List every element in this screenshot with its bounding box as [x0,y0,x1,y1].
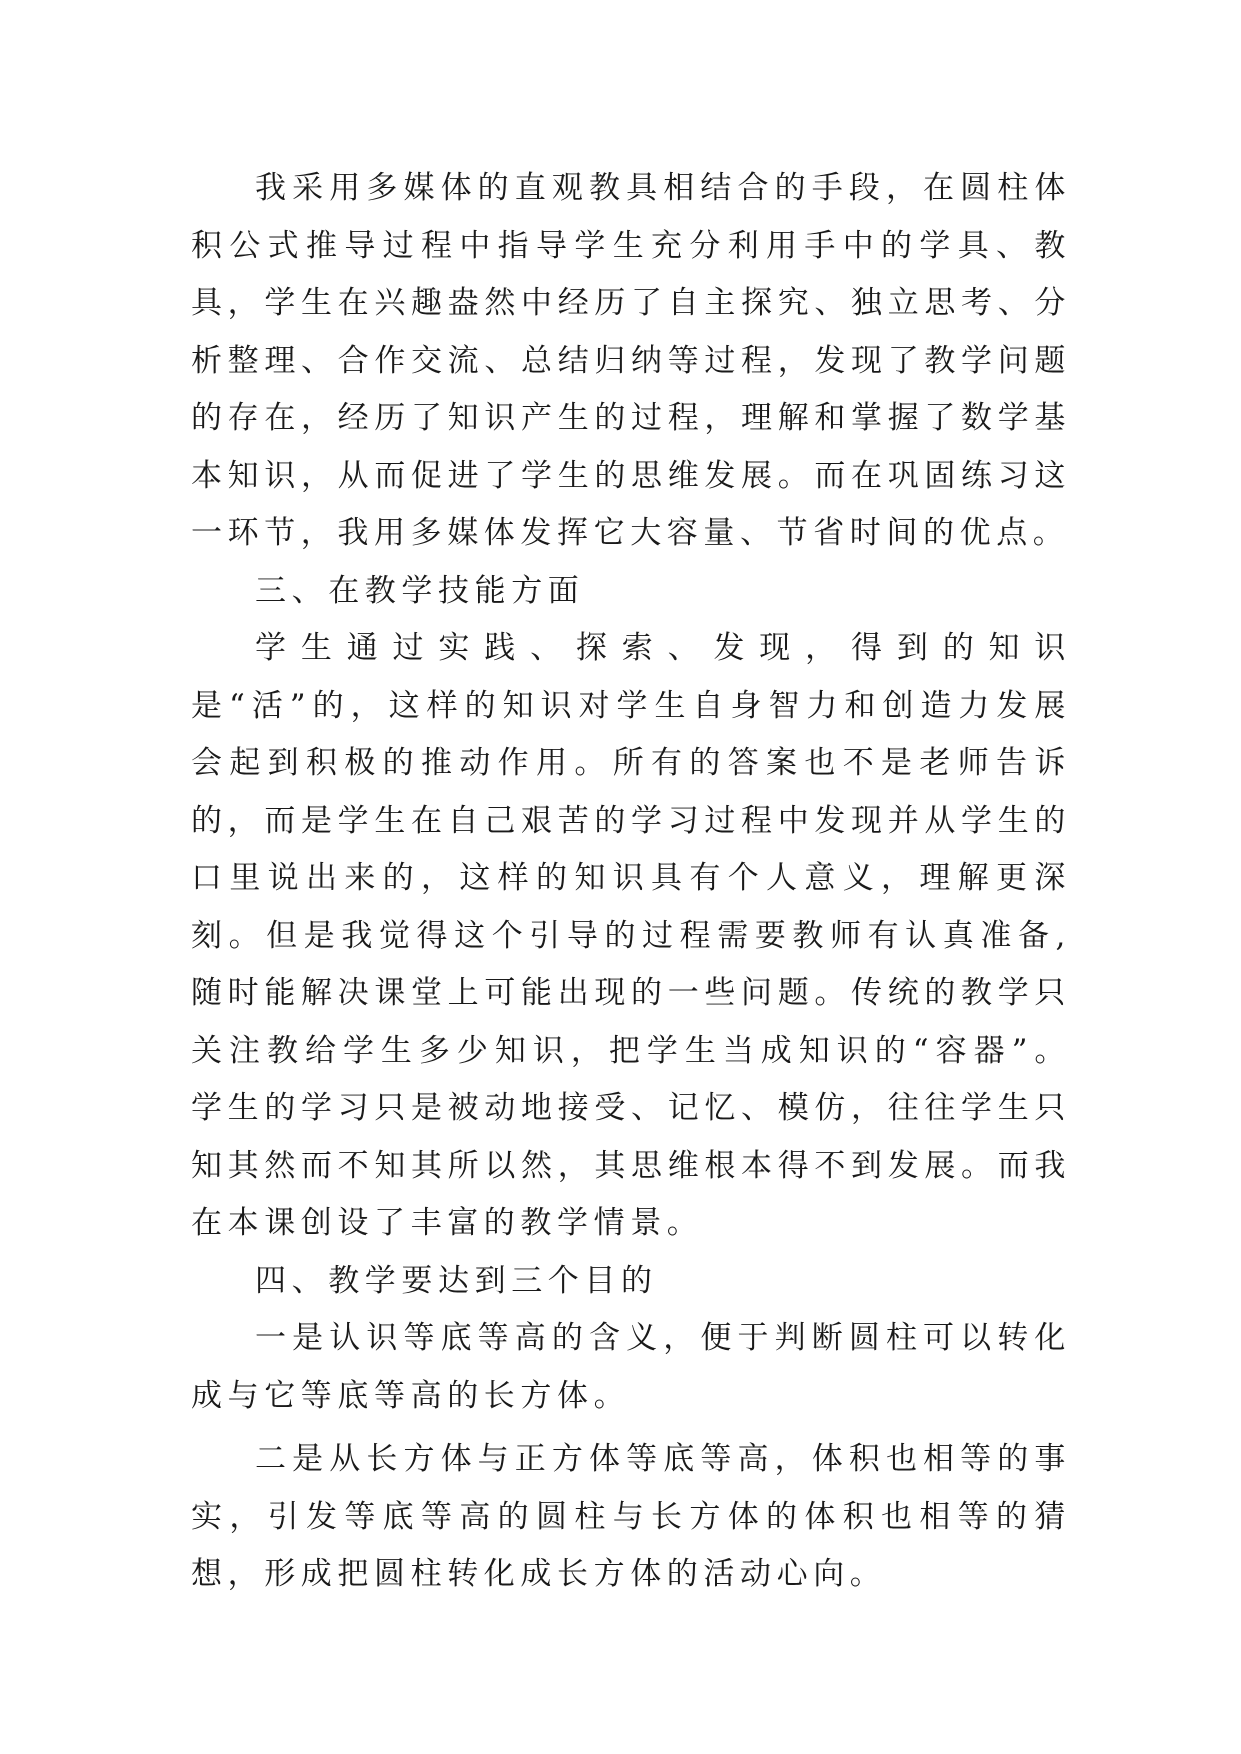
paragraph-multimedia: 我采用多媒体的直观教具相结合的手段，在圆柱体积公式推导过程中指导学生充分利用手中的学具、教具，学生在兴趣盎然中经历了自主探究、独立思考、分析整理、合作交流、总结归纳等过程，发现了教学问题的存在，经历了知识产生的过程，理解和掌握了数学基本知识，从而促进了学生的思维发展。而在巩固练习这一环节，我用多媒体发挥它大容量、节省时间的优点。 [191,170,1071,551]
section-heading-teaching-skills: 三、在教学技能方面 [255,572,585,609]
paragraph-goal-one: 一是认识等底等高的含义，便于判断圆柱可以转化成与它等底等高的长方体。 [191,1320,1071,1414]
paragraph-goal-two: 二是从长方体与正方体等底等高，体积也相等的事实，引发等底等高的圆柱与长方体的体积也相等的猜想，形成把圆柱转化成长方体的活动心向。 [191,1441,1071,1592]
paragraph-teaching-skills: 学生通过实践、探索、发现，得到的知识是“活”的，这样的知识对学生自身智力和创造力发展会起到积极的推动作用。所有的答案也不是老师告诉的，而是学生在自己艰苦的学习过程中发现并从学生的口里说出来的，这样的知识具有个人意义，理解更深刻。但是我觉得这个引导的过程需要教师有认真准备,随时能解决课堂上可能出现的一些问题。传统的教学只关注教给学生多少知识，把学生当成知识的“容器”。学生的学习只是被动地接受、记忆、模仿，往往学生只知其然而不知其所以然，其思维根本得不到发展。而我在本课创设了丰富的教学情景。 [191,630,1071,1241]
section-heading-three-goals: 四、教学要达到三个目的 [255,1262,658,1299]
document-page [191,160,1071,1604]
